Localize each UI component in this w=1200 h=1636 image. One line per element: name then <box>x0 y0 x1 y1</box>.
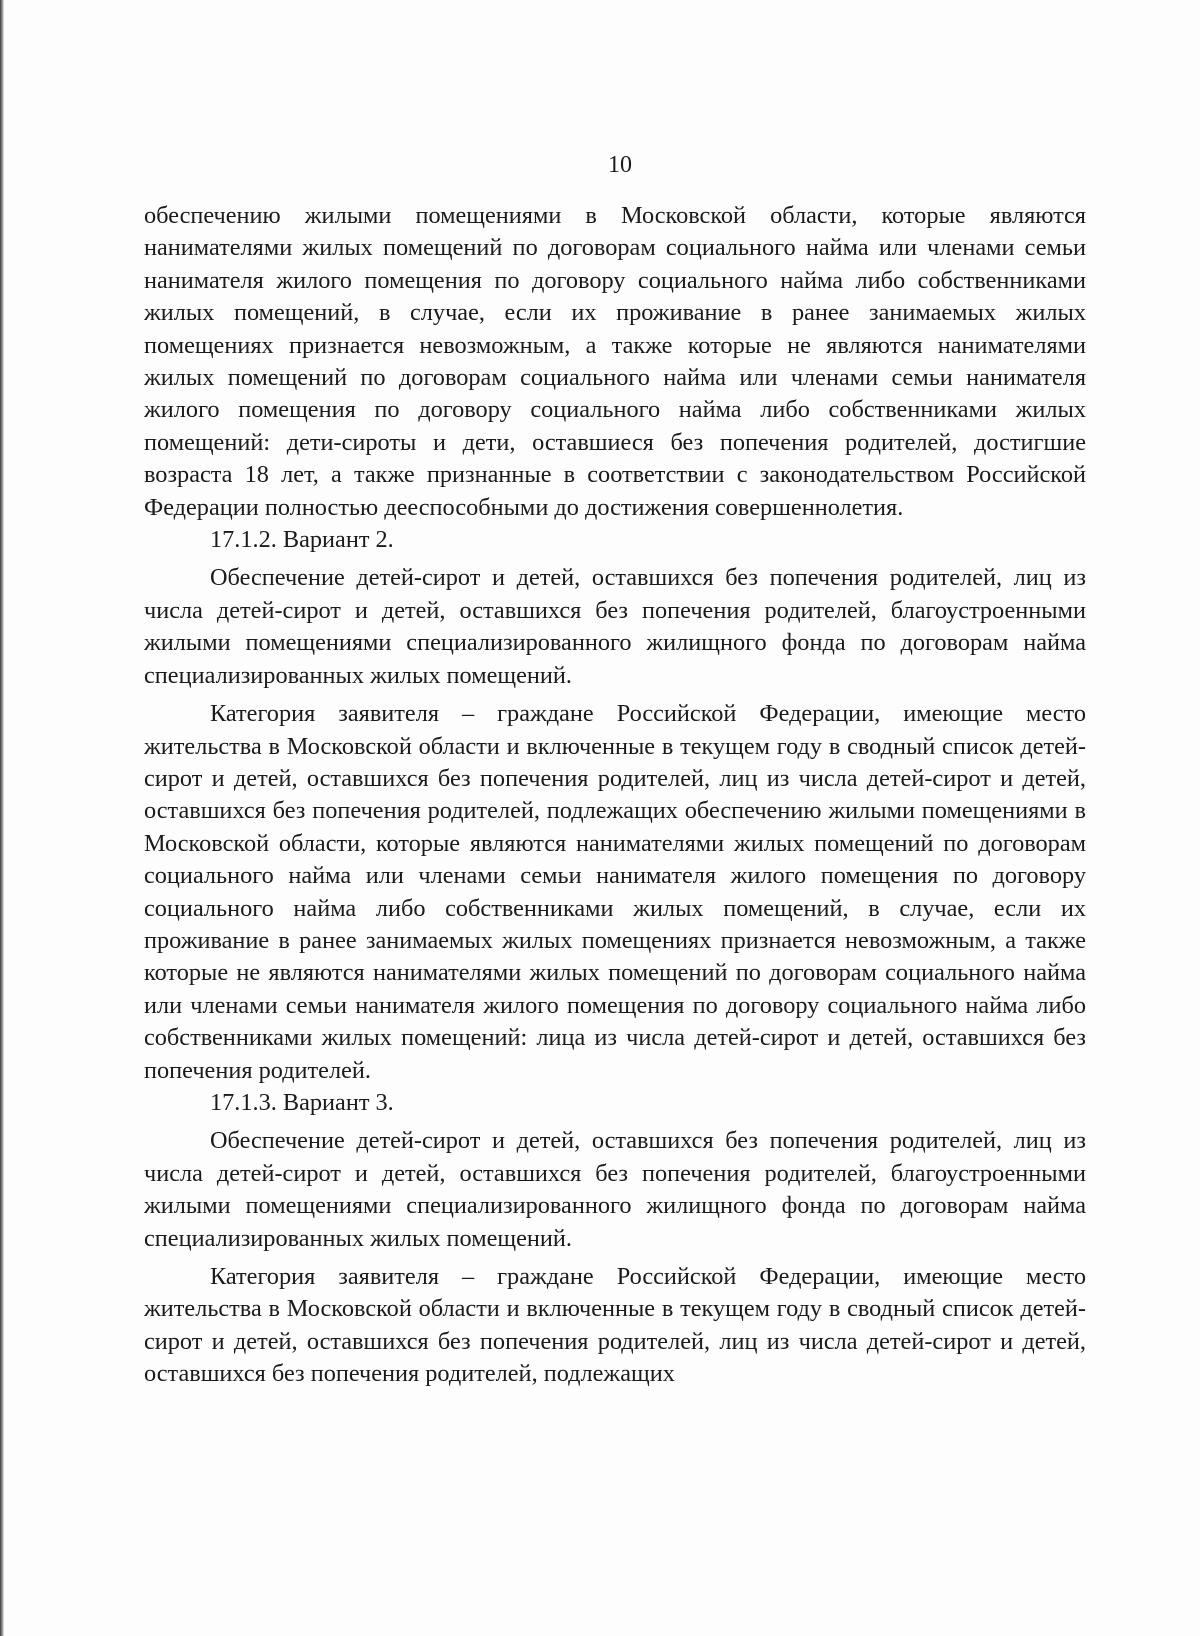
section-heading-variant-3: 17.1.3. Вариант 3. <box>210 1088 394 1116</box>
scan-edge-shadow <box>0 0 4 1636</box>
paragraph-continuation: обеспечению жилыми помещениями в Московской области, которые являются нанимателями жилых помещений по договорам социального найма или членами семьи нанимателя жилого помещения по договору социального найма либо собственниками жилых помещений, в случае, если их проживание в ранее занимаемых жилых помещениях признается невозможным, а также которые не являются нанимателями жилых помещений по договорам социального найма или членами семьи нанимателя жилого помещения по договору социального найма либо собственниками жилых помещений: дети-сироты и дети, оставшиеся без попечения родителей, достигшие возраста 18 лет, а также признанные в соответствии с законодательством Российской Федерации полностью дееспособными до достижения совершеннолетия. <box>144 202 1086 521</box>
paragraph-variant-3-description: Обеспечение детей-сирот и детей, оставшихся без попечения родителей, лиц из числа детей-сирот и детей, оставшихся без попечения родителей, благоустроенными жилыми помещениями специализированного жилищного фонда по договорам найма специализированных жилых помещений. <box>144 1127 1086 1252</box>
paragraph-variant-2-applicant-category: Категория заявителя – граждане Российской Федерации, имеющие место жительства в Московской области и включенные в текущем году в сводный список детей-сирот и детей, оставшихся без попечения родителей, лиц из числа детей-сирот и детей, оставшихся без попечения родителей, подлежащих обеспечению жилыми помещениями в Московской области, которые являются нанимателями жилых помещений по договорам социального найма или членами семьи нанимателя жилого помещения по договору социального найма либо собственниками жилых помещений, в случае, если их проживание в ранее занимаемых жилых помещениях признается невозможным, а также которые не являются нанимателями жилых помещений по договорам социального найма или членами семьи нанимателя жилого помещения по договору социального найма либо собственниками жилых помещений: лица из числа детей-сирот и детей, оставшихся без попечения родителей. <box>144 700 1086 1084</box>
paragraph-variant-3-applicant-category: Категория заявителя – граждане Российской Федерации, имеющие место жительства в Московской области и включенные в текущем году в сводный список детей-сирот и детей, оставшихся без попечения родителей, лиц из числа детей-сирот и детей, оставшихся без попечения родителей, подлежащих <box>144 1263 1086 1388</box>
paragraph-variant-2-description: Обеспечение детей-сирот и детей, оставшихся без попечения родителей, лиц из числа детей-сирот и детей, оставшихся без попечения родителей, благоустроенными жилыми помещениями специализированного жилищного фонда по договорам найма специализированных жилых помещений. <box>144 564 1086 689</box>
page-number: 10 <box>608 152 632 178</box>
section-heading-variant-2: 17.1.2. Вариант 2. <box>210 526 394 554</box>
document-body <box>144 200 1086 1391</box>
